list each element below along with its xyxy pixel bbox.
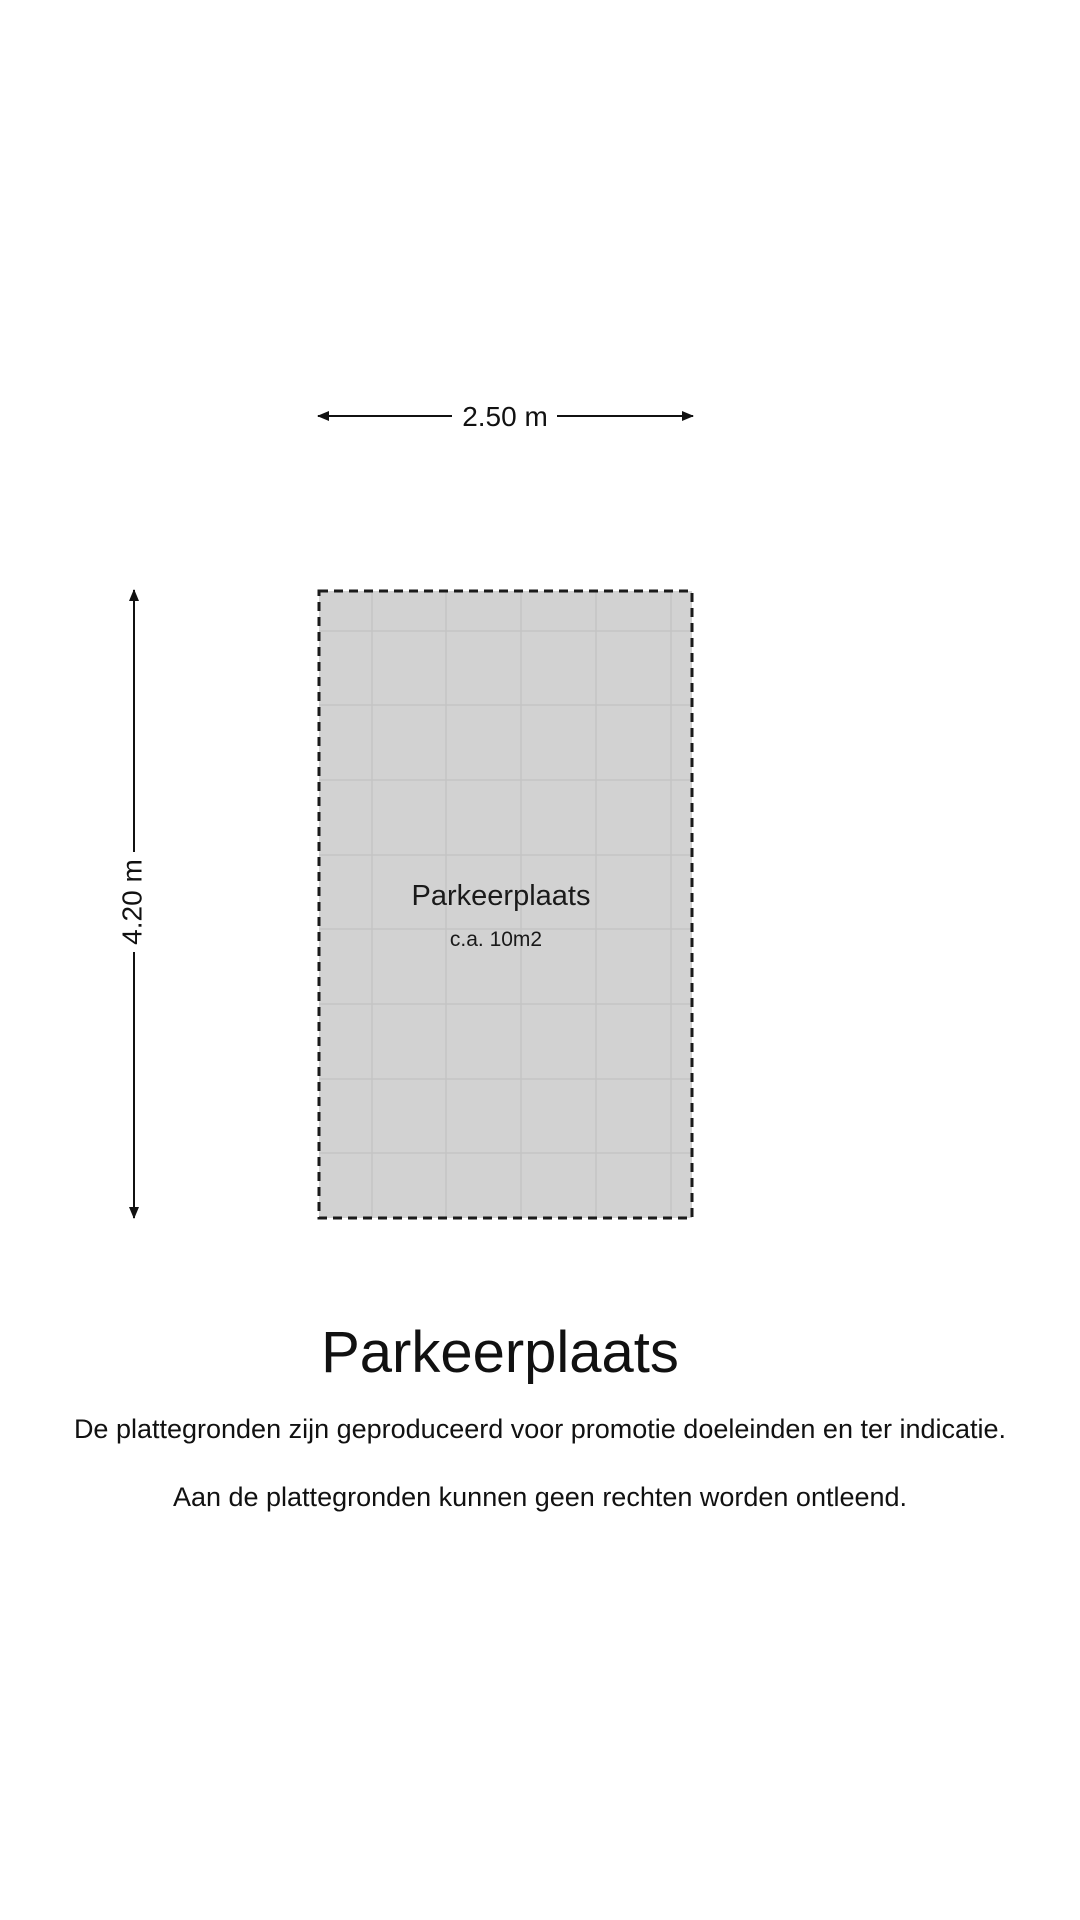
depth-dimension-label: 4.20 m xyxy=(116,859,148,945)
width-dimension xyxy=(318,401,693,432)
room-parkeerplaats xyxy=(319,591,692,1218)
depth-dimension xyxy=(116,590,147,1218)
room-area-label: c.a. 10m2 xyxy=(449,928,543,951)
disclaimer-line-1: De plattegronden zijn geproduceerd voor promotie doeleinden en ter indicatie. xyxy=(73,1414,1007,1444)
plan-title: Parkeerplaats xyxy=(321,1320,679,1385)
room-name-label: Parkeerplaats xyxy=(411,880,591,912)
disclaimer-line-2: Aan de plattegronden kunnen geen rechten worden ontleend. xyxy=(172,1482,908,1512)
width-dimension-label: 2.50 m xyxy=(462,401,548,432)
